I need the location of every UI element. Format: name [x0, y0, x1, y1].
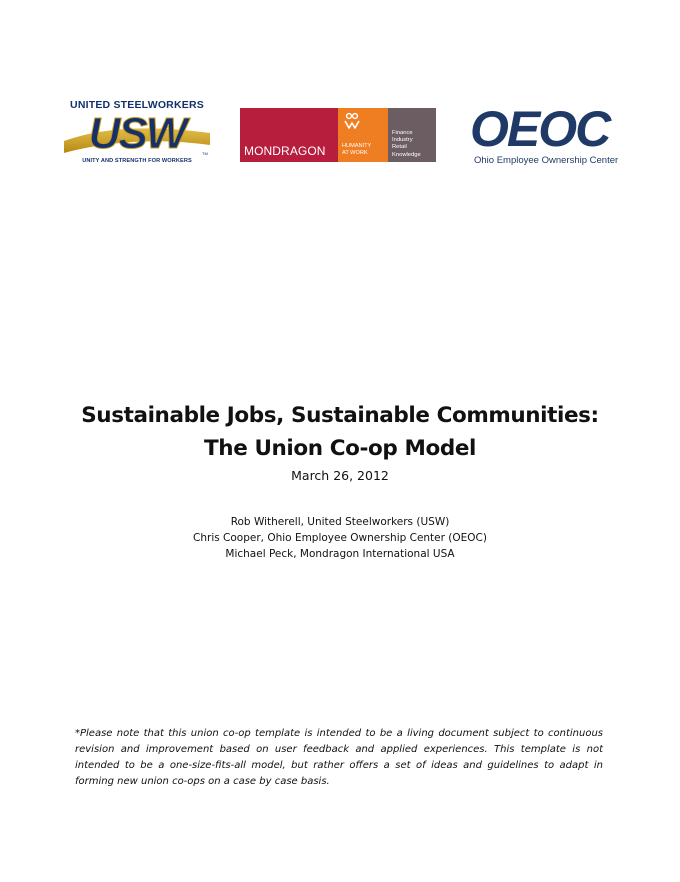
usw-mark-text: USW — [88, 111, 186, 157]
oeoc-subtitle: Ohio Employee Ownership Center — [474, 155, 619, 166]
mondragon-name: MONDRAGON — [244, 144, 326, 158]
mondragon-division: Finance — [392, 130, 413, 136]
mondragon-red-panel — [240, 108, 338, 162]
document-date: March 26, 2012 — [291, 468, 389, 483]
mondragon-division: Industry — [392, 137, 413, 144]
author-list — [0, 514, 680, 562]
oeoc-logo — [466, 101, 622, 168]
document-title-line-2: The Union Co-op Model — [204, 436, 476, 461]
mondragon-division: Retail — [392, 144, 407, 151]
mondragon-logo — [240, 108, 436, 162]
oeoc-mark-text: OEOC — [470, 101, 610, 157]
usw-logo-tagline: UNITY AND STRENGTH FOR WORKERS — [82, 158, 192, 164]
usw-mark-icon — [62, 111, 212, 157]
author-line: Rob Witherell, United Steelworkers (USW) — [230, 516, 450, 528]
author-line: Michael Peck, Mondragon International USA — [225, 548, 455, 560]
mondragon-tagline-1: HUMANITY — [342, 143, 372, 149]
mondragon-emblem-icon — [343, 112, 361, 130]
template-note: *Please note that this union co-op template is intended to be a living document subject to continuous revision and improvement based on user feedback and applied experiences. This template is not intended to be a one-size-fits-all model, but rather offers a set of ideas and guidelines to adapt in forming new union co-ops on a case by case basis. — [75, 728, 603, 787]
document-title-line-1: Sustainable Jobs, Sustainable Communities: — [81, 403, 599, 428]
mondragon-division: Knowledge — [392, 151, 421, 158]
usw-logo — [62, 99, 212, 169]
mondragon-grey-panel — [388, 108, 436, 162]
mondragon-orange-panel — [338, 108, 388, 162]
usw-tm-text: TM — [202, 151, 208, 156]
mondragon-tagline-2: AT WORK — [342, 150, 368, 156]
author-line: Chris Cooper, Ohio Employee Ownership Center (OEOC) — [193, 532, 487, 544]
usw-logo-top-text: UNITED STEELWORKERS — [70, 99, 204, 111]
